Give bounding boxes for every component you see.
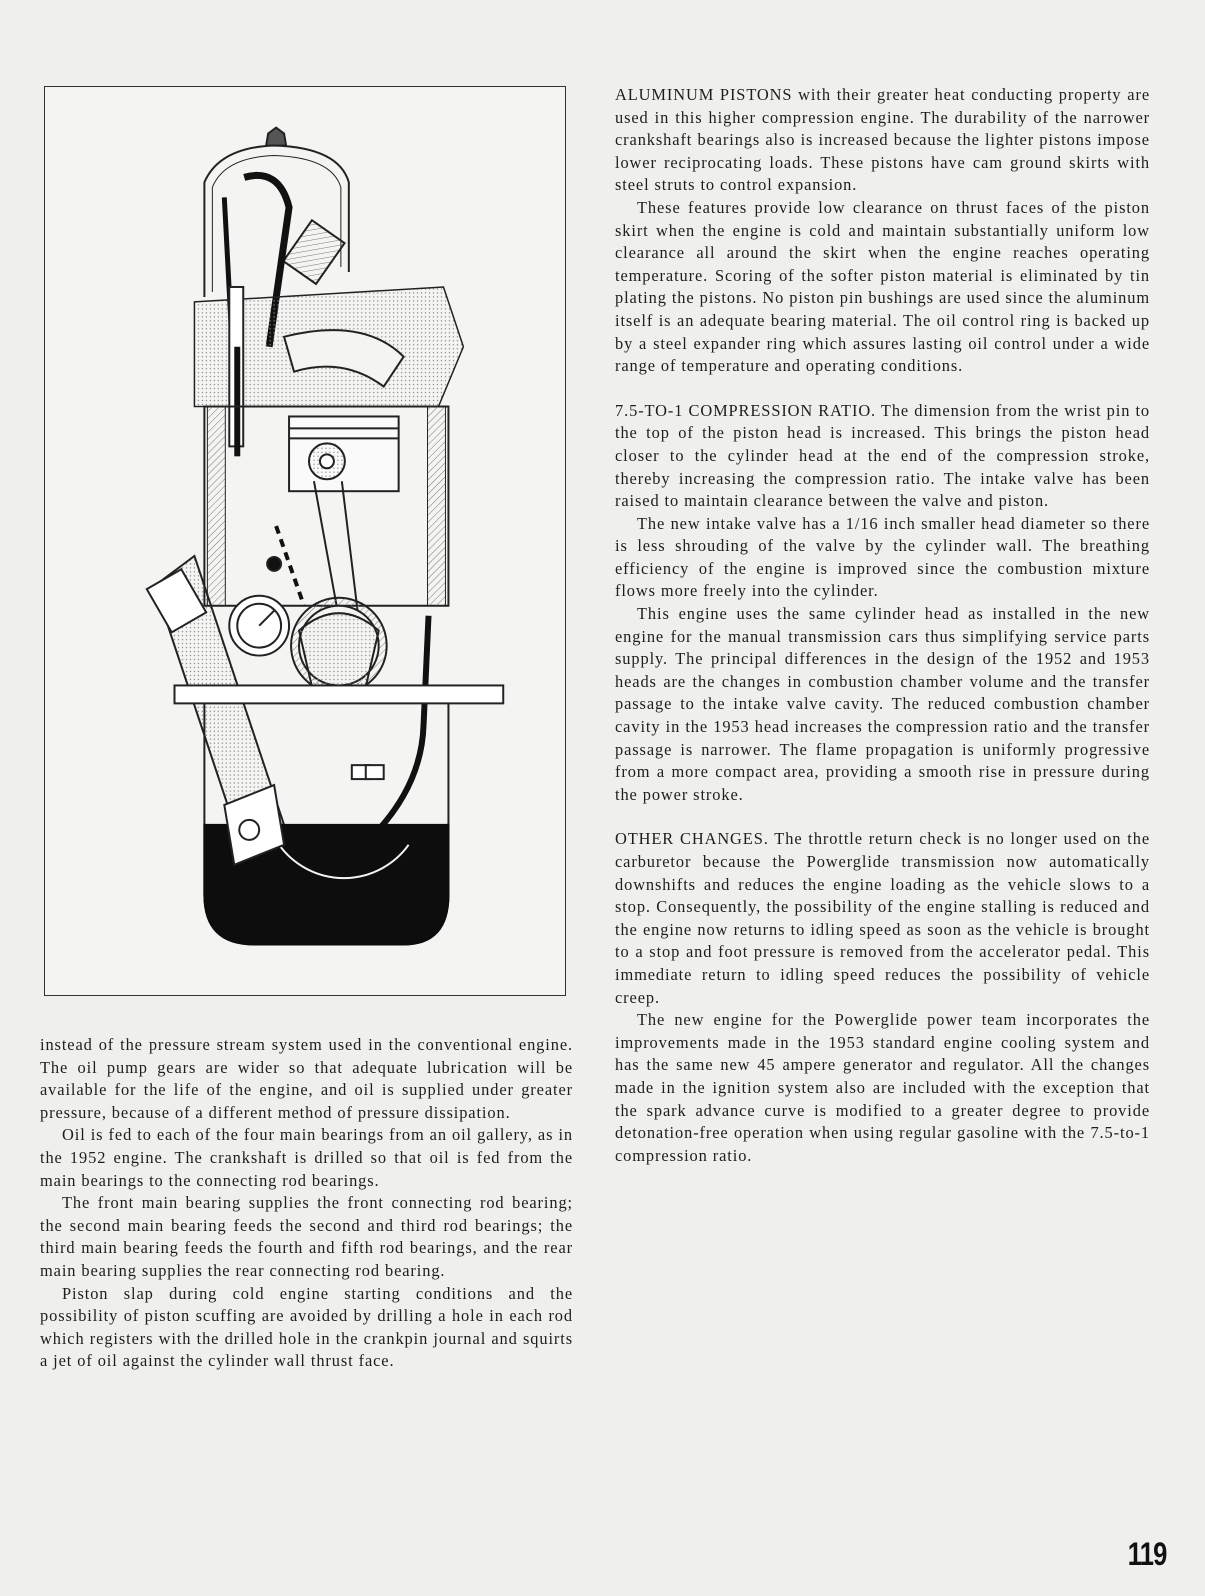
paragraph: Piston slap during cold engine starting conditions and the possibility of piston scuffing are avoided by drilling a hole in each rod which registers with the drilled hole in the crankpin journal and squirts a jet of oil against the cylinder wall thrust face. xyxy=(40,1283,573,1371)
paragraph: This engine uses the same cylinder head as installed in the new engine for the manual transmission cars thus simplifying service parts supply. The principal differences in the design of the 1952 and 1953 heads are the changes in combustion chamber volume and the transfer passage to the intake valve cavity. The reduced combustion chamber cavity in the 1953 head increases the compression ratio and the transfer passage is narrower. The flame propagation is uniformly progressive from a more compact area, providing a smooth rise in pressure during the power stroke. xyxy=(615,604,1150,804)
paragraph: instead of the pressure stream system used in the conventional engine. The oil pump gears are wider so that adequate lubrication will be available for the life of the engine, and oil is supplied under greater pressure, because of a different method of pressure dissipation. xyxy=(40,1035,573,1122)
paragraph: The new intake valve has a 1/16 inch smaller head diameter so there is less shrouding of the valve by the cylinder wall. The breathing efficiency of the engine is improved since the combustion mixture flows more freely into the cylinder. xyxy=(615,513,1150,601)
paragraph: The front main bearing supplies the front connecting rod bearing; the second main bearing feeds the second and third rod bearings; the third main bearing feeds the fourth and fifth rod bearings, and the rear main bearing supplies the rear connecting rod bearing. xyxy=(40,1193,573,1280)
right-text-column xyxy=(615,84,1150,1167)
paragraph-compression-ratio: 7.5-TO-1 COMPRESSION RATIO. The dimension from the wrist pin to the top of the piston head is increased. This brings the piston head closer to the cylinder head at the end of the compression stroke, thereby increasing the compression ratio. The intake valve has been raised to maintain clearance between the valve and piston. xyxy=(615,400,1150,511)
paragraph-aluminum-pistons: ALUMINUM PISTONS with their greater heat conducting property are used in this higher compression engine. The durability of the narrower crankshaft bearings also is increased because the lighter pistons impose lower reciprocating loads. These pistons have cam ground skirts with steel struts to control expansion. xyxy=(615,85,1150,195)
engine-illustration-frame xyxy=(44,86,566,996)
paragraph-other-changes: OTHER CHANGES. The throttle return check is no longer used on the carburetor because the Powerglide transmission now automatically downshifts and reduces the engine loading as the vehicle slows to a stop. Consequently, the possibility of the engine stalling is reduced and the engine now returns to idling speed as soon as the vehicle is brought to a stop and foot pressure is removed from the accelerator pedal. This immediate return to idling speed reduces the possibility of vehicle creep. xyxy=(615,829,1150,1007)
section-gap xyxy=(615,806,1150,828)
paragraph: Oil is fed to each of the four main bearings from an oil gallery, as in the 1952 engine. The crankshaft is drilled so that oil is fed from the main bearings to the connecting rod bearings. xyxy=(40,1125,573,1190)
page-number: 119 xyxy=(1128,1536,1167,1572)
engine-cross-section-illustration xyxy=(45,87,565,995)
paragraph: These features provide low clearance on thrust faces of the piston skirt when the engine is cold and maintain substantially uniform low clearance all around the skirt when the engine reaches operating temperature. Scoring of the softer piston material is eliminated by tin plating the pistons. No piston pin bushings are used since the aluminum itself is an adequate bearing material. The oil control ring is backed up by a steel expander ring which assures lasting oil control under a wide range of temperature and operating conditions. xyxy=(615,197,1150,376)
paragraph: The new engine for the Powerglide power team incorporates the improvements made in the 1953 standard engine cooling system and has the same new 45 ampere generator and regulator. All the changes made in the ignition system also are included with the exception that the spark advance curve is modified to a greater degree to provide detonation-free operation when using regular gasoline with the 7.5-to-1 compression ratio. xyxy=(615,1010,1150,1165)
left-text-column xyxy=(40,1034,573,1373)
section-gap xyxy=(615,378,1150,400)
